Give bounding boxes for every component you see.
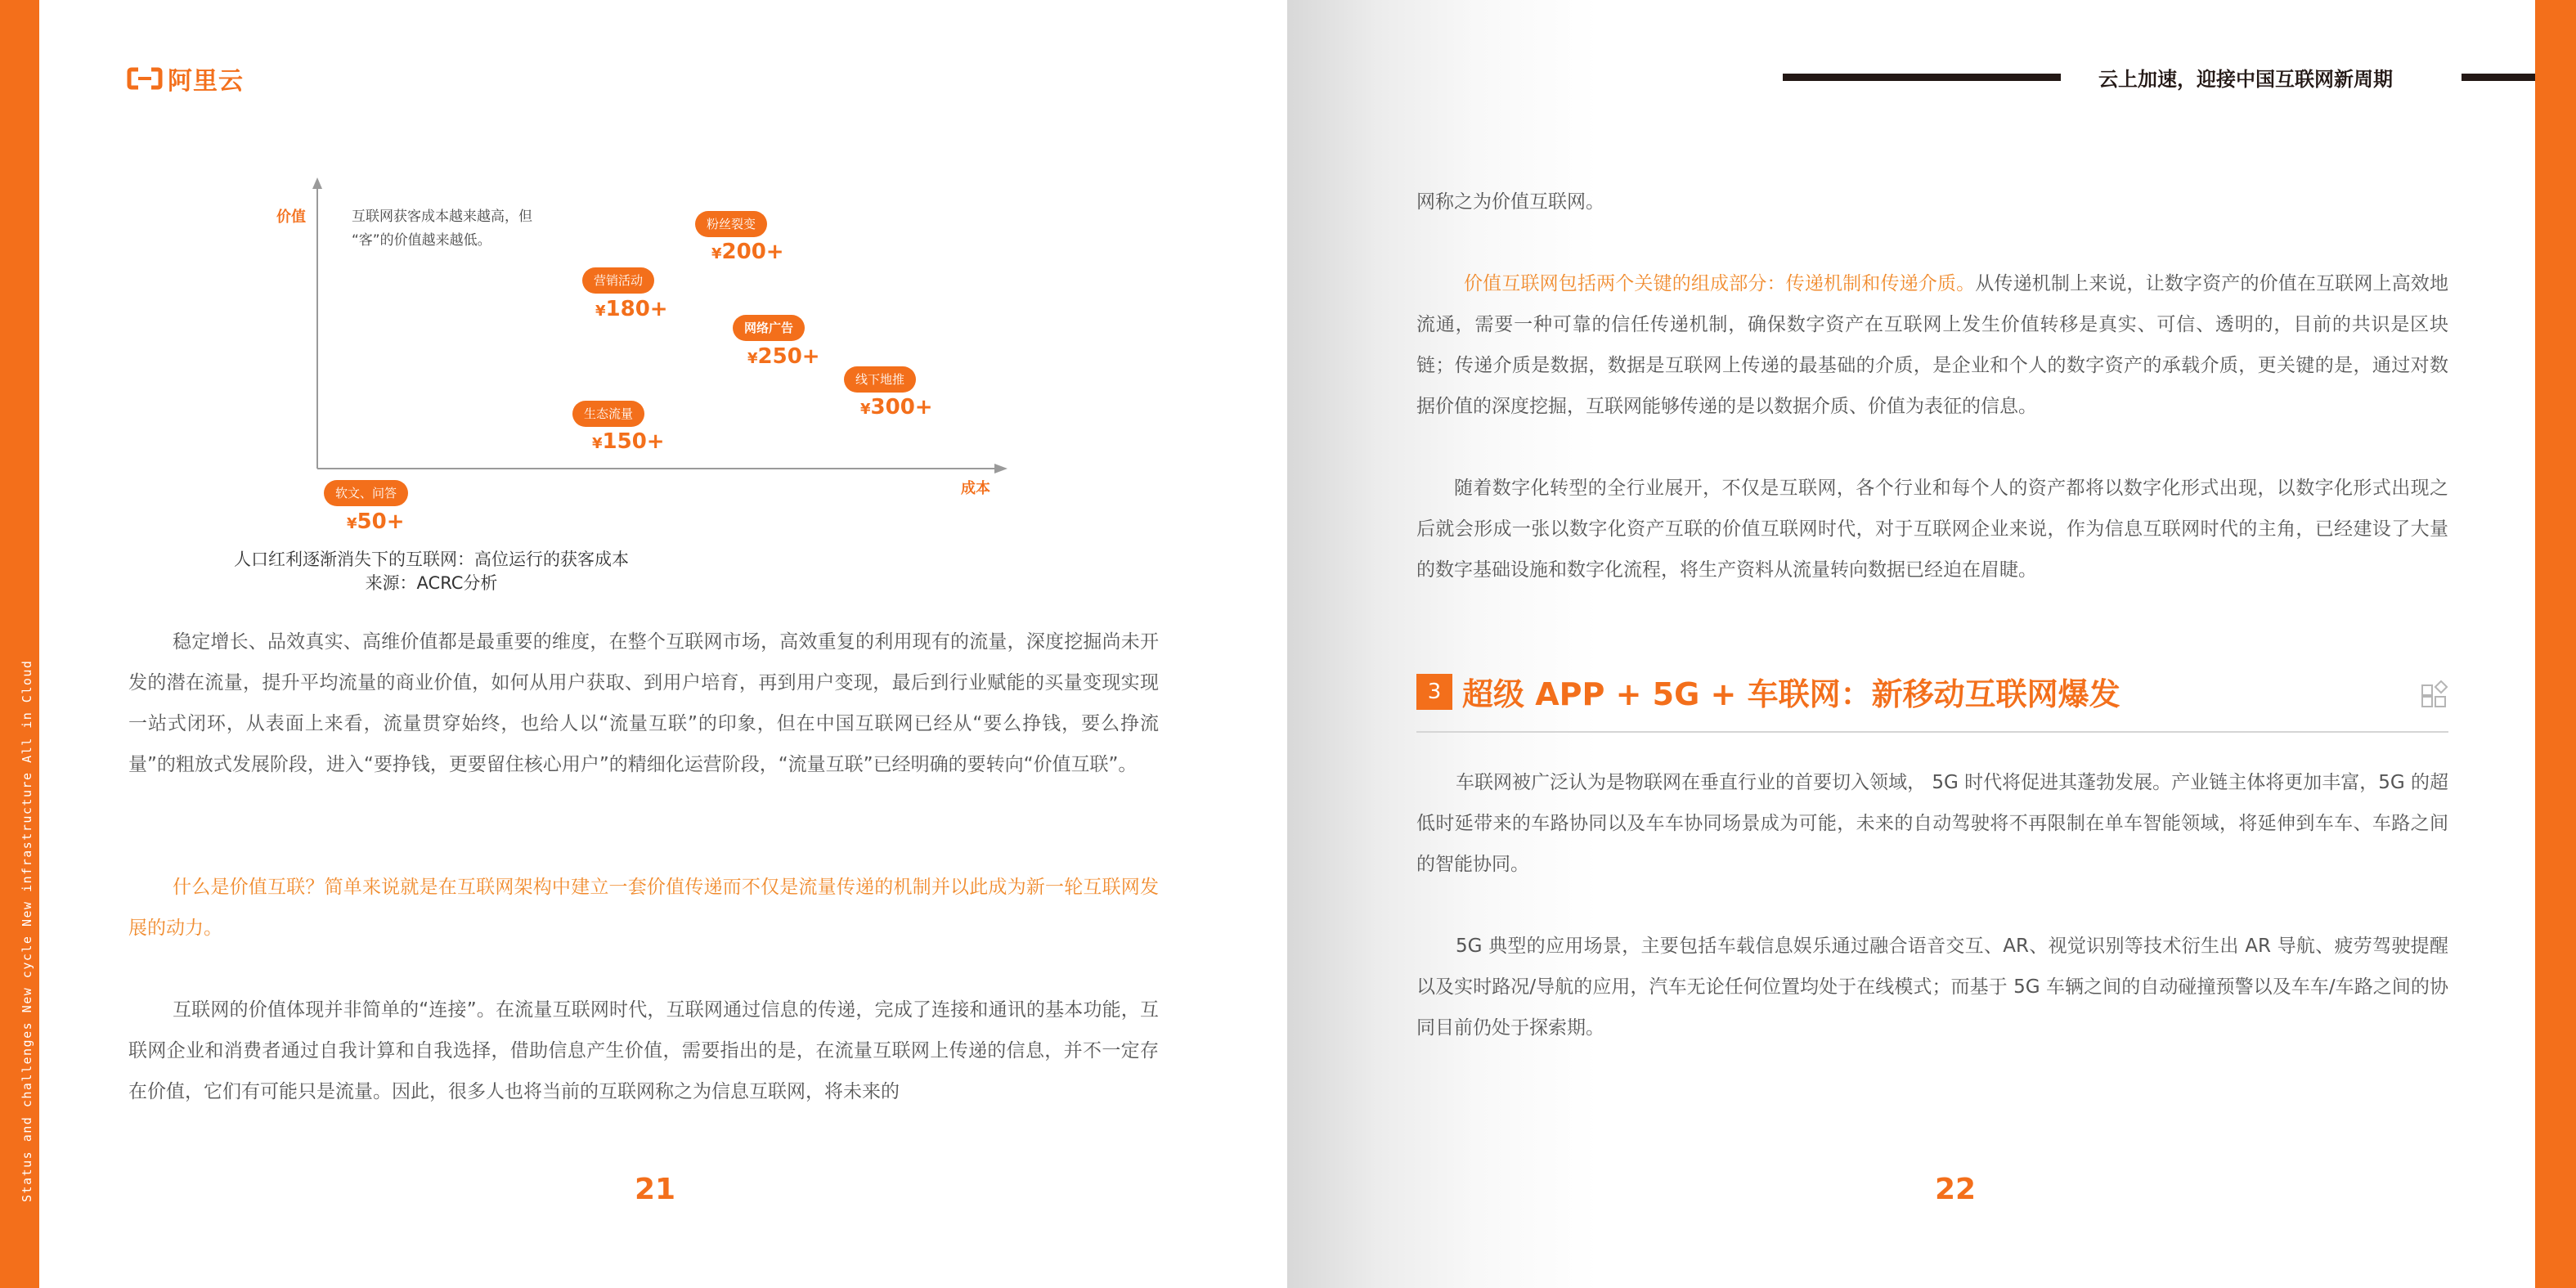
page-number-left: 21 (635, 1173, 676, 1206)
paragraph-text: 从传递机制上来说，让数字资产的价值在互联网上高效地流通，需要一种可靠的信任传递机制，确保数字资产在互联网上发生价值转移是真实、可信、透明的，目前的共识是区块链；传递介质是数据，数据是互联网上传递的最基础的介质，是企业和个人的数字资产的承载介质，更关键的是，通过对数据价值的深度挖掘，互联网能够传递的是以数据介质、价值为表征的信息。 (1416, 273, 2449, 417)
y-axis-label: 价值 (276, 209, 306, 226)
left-paragraph-1: 稳定增长、品效真实、高维价值都是最重要的维度，在整个互联网市场，高效重复的利用现有的流量，深度挖掘尚未开发的潜在流量，提升平均流量的商业价值，如何从用户获取、到用户培育，再到用户变现，最后到行业赋能的买量变现实现一站式闭环，从表面上来看，流量贯穿始终，也给人以“流量互联”的印象，但在中国互联网已经从“要么挣钱，要么挣流量”的粗放式发展阶段，进入“要挣钱，更要留住核心用户”的精细化运营阶段，“流量互联”已经明确的要转向“价值互联”。 (128, 631, 1159, 775)
chart-item-label: 生态流量 (572, 401, 644, 427)
right-paragraph-4: 5G 典型的应用场景，主要包括车载信息娱乐通过融合语音交互、AR、视觉识别等技术衍生出 AR 导航、疲劳驾驶提醒以及实时路况/导航的应用，汽车无论任何位置均处于在线模式；而基于 5G 车辆之间的自动碰撞预警以及车车/车路之间的协同目前仍处于探索期。 (1416, 936, 2448, 1039)
x-axis-label: 成本 (961, 480, 990, 497)
sidebar-vertical-text: Status and challenges New cycle New infrastructure All in Cloud (20, 659, 34, 1202)
section-number: 3 (1416, 674, 1452, 710)
chart-item-label: 网络广告 (733, 315, 805, 341)
chart-item-label: 营销活动 (582, 267, 654, 294)
aliyun-logo-icon (127, 67, 163, 90)
chart-item-price: ¥200+ (711, 240, 784, 264)
chart-item-label: 粉丝裂变 (695, 211, 767, 237)
chart-item-price: ¥150+ (592, 429, 665, 454)
page-number-right: 22 (1935, 1173, 1977, 1206)
chart-caption-line-2: 来源：ACRC分析 (365, 573, 498, 593)
chart-note-line-1: 互联网获客成本越来越高，但 (352, 209, 532, 225)
right-orange-bar (2535, 0, 2576, 1288)
grid-icon (2421, 680, 2448, 708)
right-paragraph-2: 随着数字化转型的全行业展开，不仅是互联网，各个行业和每个人的资产都将以数字化形式出现，以数字化形式出现之后就会形成一张以数字化资产互联的价值互联网时代，对于互联网企业来说，作为信息互联网时代的主角，已经建设了大量的数字基础设施和数字化流程，将生产资料从流量转向数据已经迫在眉睫。 (1416, 478, 2448, 581)
right-paragraph-3: 车联网被广泛认为是物联网在垂直行业的首要切入领域， 5G 时代将促进其蓬勃发展。产业链主体将更加丰富，5G 的超低时延带来的车路协同以及车车协同场景成为可能，未来的自动驾驶将不再限制在单车智能领域，将延伸到车车、车路之间的智能协同。 (1416, 772, 2448, 875)
section-divider (1416, 731, 2448, 733)
section-title: 超级 APP + 5G + 车联网：新移动互联网爆发 (1462, 676, 2120, 712)
aliyun-logo (127, 61, 244, 96)
acquisition-cost-chart (262, 176, 1030, 552)
chart-item-price: ¥50+ (347, 509, 405, 534)
left-paragraph-3: 互联网的价值体现并非简单的“连接”。在流量互联网时代，互联网通过信息的传递，完成了连接和通讯的基本功能，互联网企业和消费者通过自我计算和自我选择，借助信息产生价值，需要指出的是，在流量互联网上传递的信息，并不一定存在价值，它们有可能只是流量。因此，很多人也将当前的互联网称之为信息互联网，将未来的 (128, 999, 1159, 1102)
header-rule-left (1783, 74, 2061, 81)
header-title: 云上加速，迎接中国互联网新周期 (2098, 68, 2393, 91)
right-paragraph-continued: 网称之为价值互联网。 (1416, 191, 1604, 213)
chart-item-label: 软文、问答 (324, 480, 408, 506)
left-paragraph-2: 什么是价值互联？简单来说就是在互联网架构中建立一套价值传递而不仅是流量传递的机制并以此成为新一轮互联网发展的动力。 (128, 877, 1159, 939)
chart-item-label: 线下地推 (844, 366, 916, 393)
chart-item-price: ¥300+ (860, 395, 933, 420)
highlight-text: 价值互联网包括两个关键的组成部分：传递机制和传递介质。 (1464, 273, 1976, 294)
header-rule-right (2462, 74, 2535, 81)
chart-note-line-2: “客”的价值越来越低。 (352, 232, 491, 249)
chart-caption (221, 548, 793, 595)
logo-text: 阿里云 (168, 67, 244, 96)
chart-note (352, 205, 532, 253)
chart-caption-line-1: 人口红利逐渐消失下的互联网：高位运行的获客成本 (234, 550, 629, 569)
chart-item-price: ¥180+ (595, 297, 668, 321)
chart-item-price: ¥250+ (747, 344, 820, 369)
right-paragraph-1 (1416, 263, 2448, 427)
